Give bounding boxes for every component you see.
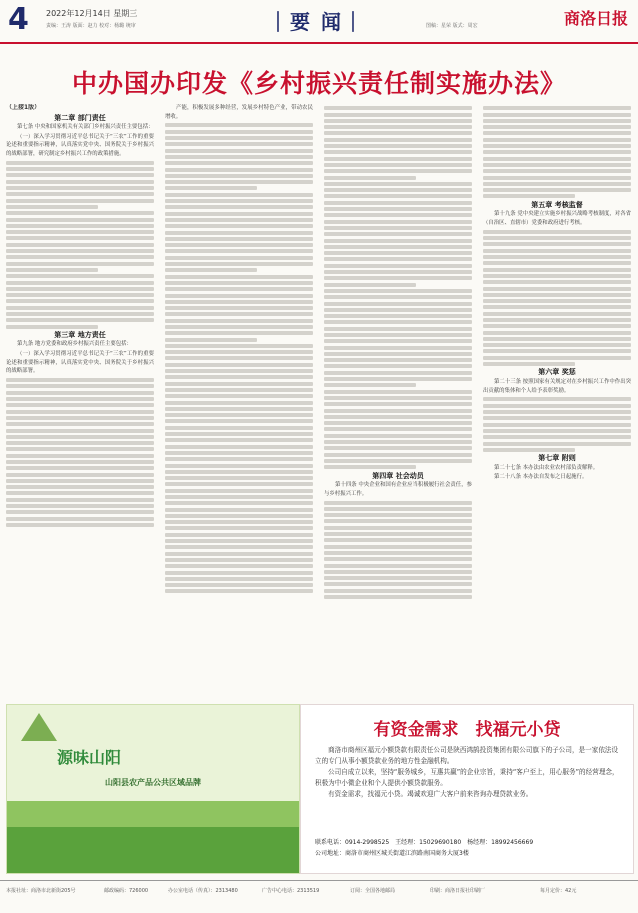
ad-paragraph: 商洛市商州区福元小额贷款有限责任公司是陕西鸿鹄投资集团有限公司旗下的子公司，是一家依法设立的专门从事小额贷款业务的地方性金融机构。 bbox=[315, 746, 619, 765]
footer-office-phone: 办公室电话（传真）：2313480 bbox=[168, 888, 238, 894]
paragraph: 第二十三条 按照国家有关规定对在乡村振兴工作中作出突出贡献的集体和个人给予表彰奖励。 bbox=[483, 378, 631, 394]
footer-printer: 印刷：商洛日报社印刷厂 bbox=[430, 888, 486, 894]
contact-phones: 联系电话：0914-2998525 王经理：15029690180 杨经理：18992456669 bbox=[315, 839, 534, 846]
ad-contact bbox=[315, 837, 619, 859]
headline: 中办国办印发《乡村振兴责任制实施办法》 bbox=[71, 69, 566, 98]
ad-title: 有资金需求 找福元小贷 bbox=[373, 720, 561, 740]
footer-price: 每月定价：42元 bbox=[540, 888, 577, 894]
paragraph: 第十四条 中央企业和国有企业应当积极履行社会责任，参与乡村振兴工作。 bbox=[324, 482, 472, 497]
ad-body bbox=[315, 745, 619, 800]
chapter-heading: 第三章 地方责任 bbox=[54, 330, 106, 339]
column-3 bbox=[324, 104, 472, 704]
brand-advertisement bbox=[6, 704, 300, 874]
paragraph: 第十九条 党中央建立实施乡村振兴战略考核制度，对各省（自治区、直辖市）党委和政府进行考核。 bbox=[483, 211, 631, 226]
paragraph: 产能，积极发展多种经营，发展乡村特色产业，带动农民增收。 bbox=[165, 105, 313, 120]
footer-subscription: 订阅：全国各地邮局 bbox=[350, 888, 396, 894]
column-4 bbox=[483, 104, 631, 704]
paragraph: （一）深入学习贯彻习近平总书记关于“三农”工作的重要论述和重要指示精神，认真落实党中央、国务院关于乡村振兴的战略部署，研究制定乡村振兴工作的政策措施。 bbox=[6, 133, 154, 157]
section-title: ｜要 闻｜ bbox=[268, 10, 365, 34]
column-1 bbox=[6, 104, 154, 704]
footer-postcode: 邮政编码：726000 bbox=[104, 888, 149, 894]
contact-address: 公司地址：商洛市商州区城关街道江滨路南国商务大厦3楼 bbox=[315, 850, 469, 857]
chapter-heading: 第六章 奖惩 bbox=[538, 368, 576, 377]
paragraph: （一）深入学习贯彻习近平总书记关于“三农”工作的重要论述和重要指示精神，认真落实党中央、国务院关于乡村振兴的战略部署。 bbox=[6, 351, 154, 375]
paragraph: 第七条 中央和国家机关有关部门乡村振兴责任主要包括： bbox=[17, 124, 154, 131]
issue-date: 2022年12月14日 星期三 bbox=[46, 9, 138, 18]
brand-logo: 源味山阳 bbox=[57, 748, 122, 767]
paragraph: 第二十七条 本办法由农业农村部负责解释。 bbox=[494, 464, 599, 471]
loan-advertisement bbox=[300, 704, 634, 874]
paragraph: 第二十八条 本办法自发布之日起施行。 bbox=[494, 474, 588, 481]
paragraph: 第九条 地方党委和政府乡村振兴责任主要包括： bbox=[17, 341, 132, 348]
landscape-graphic bbox=[7, 827, 299, 873]
continued-note: （上接1版） bbox=[6, 104, 41, 111]
chapter-heading: 第四章 社会动员 bbox=[372, 471, 424, 480]
page-number: 4 bbox=[8, 2, 29, 37]
chapter-heading: 第二章 部门责任 bbox=[54, 113, 106, 122]
column-2 bbox=[165, 104, 313, 704]
page-header bbox=[0, 0, 638, 44]
newspaper-logo: 商洛日报 bbox=[563, 9, 628, 28]
editor-line: 责编：王涛 版面：赵力 校对：杨璐 统审 bbox=[46, 23, 136, 29]
ad-paragraph: 公司自成立以来，坚持“服务城乡，互惠共赢”的企业宗旨，秉持“客户至上，用心服务”的经营理念，积极为中小微企业和个人提供小额贷款服务。 bbox=[315, 768, 619, 787]
design-credit: 图稿：星荣 版式：周宏 bbox=[426, 23, 478, 29]
footer-ad-phone: 广告中心电话：2313519 bbox=[262, 888, 320, 894]
brand-tagline: 山阳县农产品公共区域品牌 bbox=[105, 778, 201, 787]
page-footer bbox=[0, 880, 638, 907]
article-body bbox=[6, 104, 632, 704]
mountain-graphic bbox=[21, 713, 57, 741]
chapter-heading: 第五章 考核监督 bbox=[531, 200, 583, 209]
footer-address: 本报社址：商洛市北新街205号 bbox=[6, 888, 76, 894]
ad-paragraph: 有资金需求，找福元小贷。竭诚欢迎广大客户前来咨询办理贷款业务。 bbox=[328, 790, 533, 798]
chapter-heading: 第七章 附则 bbox=[538, 454, 576, 463]
